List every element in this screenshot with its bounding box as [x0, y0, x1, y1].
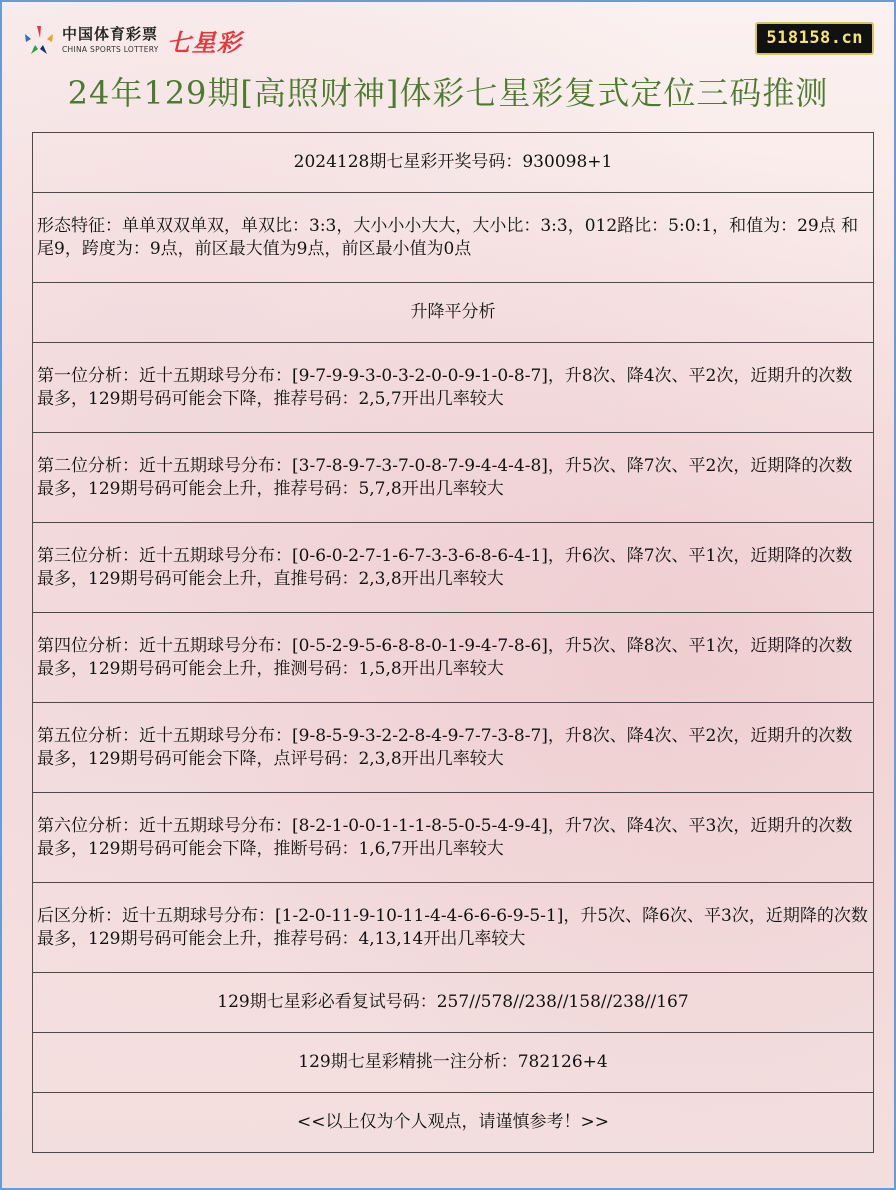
table-row-position-2: [33, 433, 873, 523]
logo-chinese-name: 中国体育彩票: [62, 24, 159, 43]
position-5-text: 第五位分析：近十五期球号分布：[9-8-5-9-3-2-2-8-4-9-7-7-3-8-7]，升8次、降4次、平2次，近期升的次数最多，129期号码可能会下降，点评号码：2,3,8开出几率较大: [37, 725, 853, 769]
lottery-logo: [22, 20, 242, 60]
page-title: 24年129期[高照财神]体彩七星彩复式定位三码推测: [67, 74, 829, 112]
section-heading: 升降平分析: [410, 302, 496, 322]
table-row-draw-result: [33, 133, 873, 193]
table-row-disclaimer: [33, 1093, 873, 1153]
position-6-text: 第六位分析：近十五期球号分布：[8-2-1-0-0-1-1-1-8-5-0-5-4-9-4]，升7次、降4次、平3次，近期升的次数最多，129期号码可能会下降，推断号码：1,6,7开出几率较大: [37, 815, 853, 859]
table-row-section-heading: [33, 283, 873, 343]
single-pick-text: 129期七星彩精挑一注分析：782126+4: [298, 1052, 608, 1072]
table-row-position-4: [33, 613, 873, 703]
lottery-star-icon: [22, 23, 56, 57]
table-row-back-zone: [33, 883, 873, 973]
back-zone-text: 后区分析：近十五期球号分布：[1-2-0-11-9-10-11-4-4-6-6-6-9-5-1]，升5次、降6次、平3次，近期降的次数最多，129期号码可能会上升，推荐号码：4,13,14开出几率较大: [37, 905, 868, 949]
logo-english-name: CHINA SPORTS LOTTERY: [62, 44, 159, 54]
compound-numbers-text: 129期七星彩必看复试号码：257//578//238//158//238//167: [217, 992, 689, 1012]
logo-brand: 七星彩: [166, 28, 242, 57]
position-4-text: 第四位分析：近十五期球号分布：[0-5-2-9-5-6-8-8-0-1-9-4-7-8-6]，升5次、降8次、平1次，近期降的次数最多，129期号码可能会上升，推测号码：1,5,8开出几率较大: [37, 635, 853, 679]
position-1-text: 第一位分析：近十五期球号分布：[9-7-9-9-3-0-3-2-0-0-9-1-0-8-7]，升8次、降4次、平2次，近期升的次数最多，129期号码可能会下降，推荐号码：2,5,7开出几率较大: [37, 365, 853, 409]
table-row-position-1: [33, 343, 873, 433]
disclaimer-text: <<以上仅为个人观点，请谨慎参考！>>: [297, 1112, 609, 1132]
table-row-position-5: [33, 703, 873, 793]
logo-text: [62, 24, 159, 54]
table-row-position-6: [33, 793, 873, 883]
analysis-table: [32, 132, 874, 1153]
draw-result-text: 2024128期七星彩开奖号码：930098+1: [293, 152, 613, 172]
table-row-single-pick: [33, 1033, 873, 1093]
table-row-pattern: [33, 193, 873, 283]
pattern-text: 形态特征：单单双双单双，单双比：3:3，大小小小大大，大小比：3:3，012路比：5:0:1，和值为：29点 和尾9，跨度为：9点，前区最大值为9点，前区最小值为0点: [37, 215, 859, 259]
position-3-text: 第三位分析：近十五期球号分布：[0-6-0-2-7-1-6-7-3-3-6-8-6-4-1]，升6次、降7次、平1次，近期降的次数最多，129期号码可能会上升，直推号码：2,3,8开出几率较大: [37, 545, 853, 589]
site-badge[interactable]: 518158.cn: [755, 22, 874, 55]
position-2-text: 第二位分析：近十五期球号分布：[3-7-8-9-7-3-7-0-8-7-9-4-4-4-8]，升5次、降7次、平2次，近期降的次数最多，129期号码可能会上升，推荐号码：5,7,8开出几率较大: [37, 455, 853, 499]
table-row-position-3: [33, 523, 873, 613]
table-row-compound-numbers: [33, 973, 873, 1033]
